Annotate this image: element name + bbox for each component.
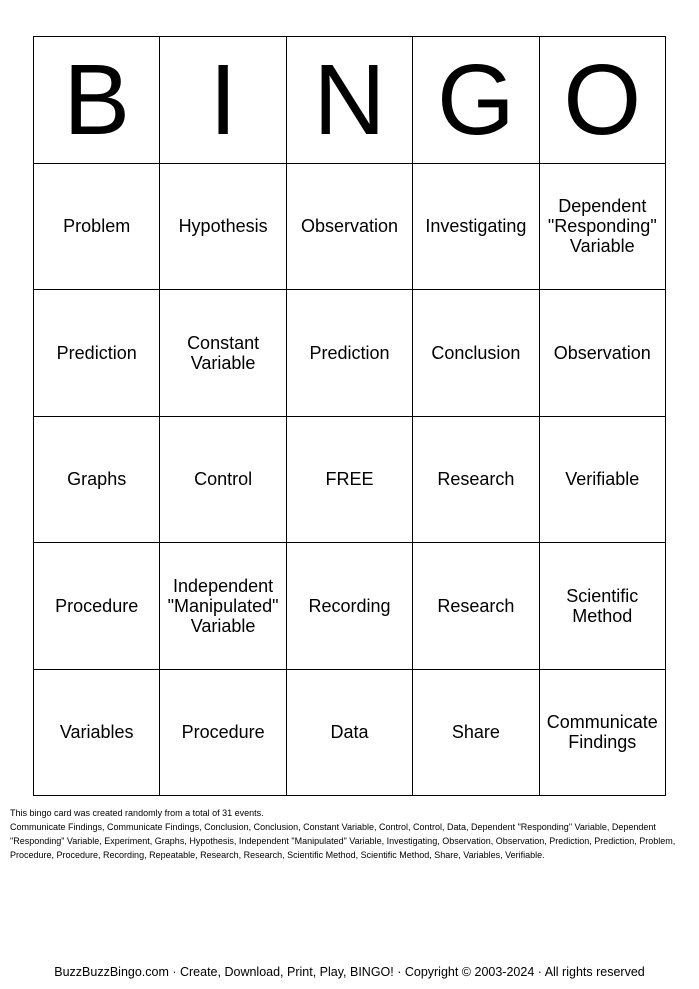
bingo-card [33, 36, 666, 796]
bingo-cell: Research [413, 417, 539, 544]
bingo-cell: Prediction [287, 290, 413, 417]
header-letter-n: N [287, 37, 413, 164]
bingo-cell: Observation [540, 290, 666, 417]
header-letter-b: B [34, 37, 160, 164]
bingo-cell: Graphs [34, 417, 160, 544]
bingo-cell: Procedure [34, 543, 160, 670]
bingo-cell: Verifiable [540, 417, 666, 544]
card-notes [10, 806, 690, 862]
bingo-cell: Procedure [160, 670, 286, 797]
notes-summary: This bingo card was created randomly from a total of 31 events. [10, 808, 264, 818]
bingo-cell: Observation [287, 164, 413, 291]
bingo-cell: Constant Variable [160, 290, 286, 417]
bingo-cell: Problem [34, 164, 160, 291]
free-space-cell: FREE [287, 417, 413, 544]
header-letter-g: G [413, 37, 539, 164]
notes-event-list: Communicate Findings, Communicate Findings, Conclusion, Conclusion, Constant Variable, Control, Control, Data, Dependent "Responding" Variable, Dependent "Responding" Variable, Experiment, Graphs, Hypothesis, Independent "Manipulated" Variable, Investigating, Observation, Observation, Prediction, Prediction, Problem, Procedure, Procedure, Recording, Repeatable, Research, Research, Scientific Method, Scientific Method, Share, Variables, Verifiable. [10, 822, 676, 860]
bingo-cell: Conclusion [413, 290, 539, 417]
bingo-cell: Research [413, 543, 539, 670]
bingo-cell: Share [413, 670, 539, 797]
bingo-cell: Data [287, 670, 413, 797]
bingo-cell: Recording [287, 543, 413, 670]
bingo-cell: Communicate Findings [540, 670, 666, 797]
page-footer: BuzzBuzzBingo.com · Create, Download, Print, Play, BINGO! · Copyright © 2003-2024 · All rights reserved [54, 965, 645, 979]
bingo-cell: Independent "Manipulated" Variable [160, 543, 286, 670]
bingo-cell: Variables [34, 670, 160, 797]
bingo-cell: Investigating [413, 164, 539, 291]
bingo-cell: Dependent "Responding" Variable [540, 164, 666, 291]
bingo-cell: Prediction [34, 290, 160, 417]
bingo-cell: Control [160, 417, 286, 544]
header-letter-o: O [540, 37, 666, 164]
bingo-cell: Scientific Method [540, 543, 666, 670]
bingo-cell: Hypothesis [160, 164, 286, 291]
header-letter-i: I [160, 37, 286, 164]
